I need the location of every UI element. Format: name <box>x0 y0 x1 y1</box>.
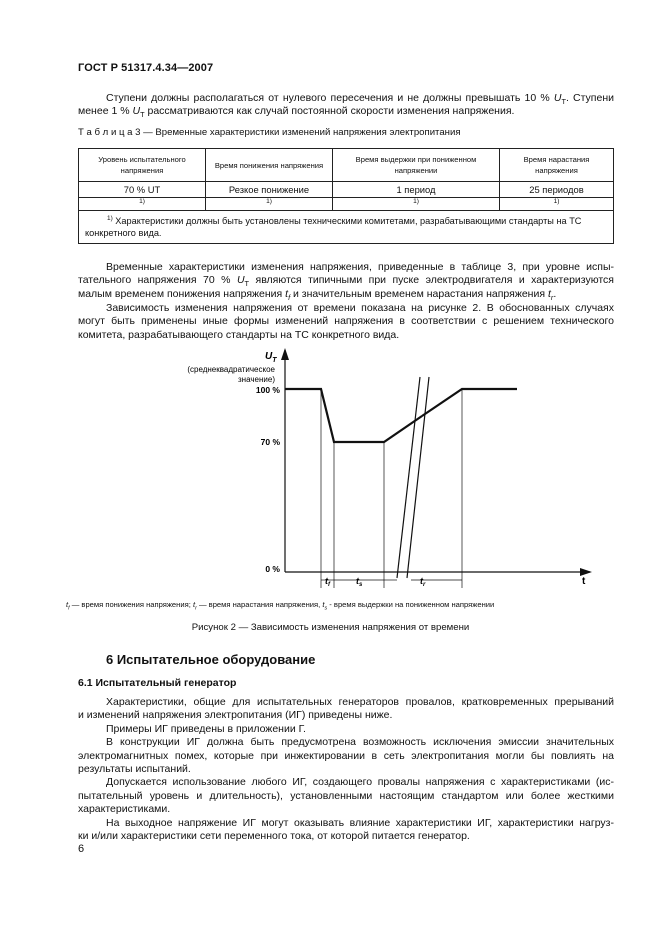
section-heading: 6 Испытательное оборудование <box>106 652 316 667</box>
p4-line-2: пытательный уровень и длительность), установленными настоящим стандартом или более жесткими <box>78 789 614 802</box>
paragraph-time-characteristics <box>78 261 614 301</box>
para1-line-3: малым временем понижения напряжения $t_f$ и значительным временем нарастания напряжения $t_r$. <box>78 287 557 302</box>
x-axis-arrow <box>580 568 592 576</box>
table-cell: 1) <box>79 198 206 211</box>
tick-label-0: 0 % <box>265 564 280 574</box>
table-row <box>79 182 614 198</box>
subsection-heading: 6.1 Испытательный генератор <box>78 677 237 689</box>
p4-line-3: характеристиками. <box>78 803 171 816</box>
table-cell: Резкое понижение <box>206 182 333 198</box>
p3-line-1: В конструкции ИГ должна быть предусмотрена возможность исключения эмиссии значительных <box>106 736 614 749</box>
y-axis-desc-1: (среднеквадратическое <box>187 365 275 374</box>
p5-line-2: ки и/или характеристики сети переменного тока, от которой питается генератор. <box>78 830 470 843</box>
y-axis-desc-2: значение) <box>238 375 275 384</box>
table-cell: 1) <box>333 198 500 211</box>
p2-line-1: Примеры ИГ приведены в приложении Г. <box>106 722 306 735</box>
tick-label-100: 100 % <box>255 385 280 395</box>
section6-body <box>78 696 614 843</box>
p1-line-1: Характеристики, общие для испытательных генераторов провалов, кратковременных прерываний <box>106 696 614 708</box>
table-cell: 70 % UT <box>79 182 206 198</box>
voltage-characteristics-table <box>78 148 614 244</box>
table-cell: 1 период <box>333 182 500 198</box>
p5-line-1: На выходное напряжение ИГ могут оказывать влияние характеристики ИГ, характеристики нагруз- <box>106 816 614 829</box>
table-cell: 1) <box>500 198 614 211</box>
intro-paragraph <box>78 92 614 119</box>
table-caption: Т а б л и ц а 3 — Временные характеристики изменений напряжения электропитания <box>78 127 461 138</box>
p4-line-1: Допускается использование любого ИГ, создающего провалы напряжения с характеристиками (ис- <box>106 776 614 789</box>
page-number: 6 <box>78 843 85 855</box>
intro-line-2: менее 1 % $U_T$ рассматриваются как случай постоянной скорости изменения напряжения. <box>78 105 515 120</box>
axis-break-line <box>397 377 420 578</box>
table-header-cell: Время понижения напряжения <box>206 149 333 182</box>
paragraph-figure-reference <box>78 302 614 342</box>
table-footnote: $^{1)}$ Характеристики должны быть установлены техническими комитетами, разрабатывающими стандарты на ТС конкретного вида. <box>79 211 614 244</box>
table-header-cell: Время выдержки при пониженном напряжении <box>333 149 500 182</box>
para2-line-1: Зависимость изменения напряжения от времени показана на рисунке 2. В обоснованных случаях <box>106 302 614 314</box>
table-header-cell: Уровень испытательного напряжения <box>79 149 206 182</box>
para1-line-1: Временные характеристики изменения напряжения, приведенные в таблице 3, при уровне испы- <box>106 261 614 273</box>
table-header-row <box>79 149 614 182</box>
table-header-cell: Время нарастания напряжения <box>500 149 614 182</box>
interval-tf-label: $t_f$ <box>325 576 330 588</box>
x-axis-label: t <box>582 576 586 587</box>
voltage-variation-figure <box>0 340 661 600</box>
p3-line-3: результаты испытаний. <box>78 763 191 776</box>
table-cell: 25 периодов <box>500 182 614 198</box>
p3-line-2: электромагнитных помех, которые при инжектировании в сеть электропитания могли бы повлиять на <box>78 749 614 762</box>
document-header: ГОСТ Р 51317.4.34—2007 <box>78 62 214 74</box>
voltage-curve-part-1 <box>285 389 422 442</box>
y-axis-arrow <box>281 348 289 360</box>
table-cell: 1) <box>206 198 333 211</box>
table-footnote-row <box>79 211 614 244</box>
tick-label-70: 70 % <box>260 437 280 447</box>
para2-line-3: комитета, разрабатывающего стандарты на ТС конкретного вида. <box>78 328 400 341</box>
figure-legend: $t_f$ — время понижения напряжения; $t_r$ — время нарастания напряжения, $t_s$ - время выдержки на пониженном напряжении <box>66 600 495 612</box>
axis-break-line <box>407 377 429 578</box>
table-footnote-mark-row <box>79 198 614 211</box>
figure-caption: Рисунок 2 — Зависимость изменения напряжения от времени <box>191 622 470 633</box>
interval-ts-label: $t_s$ <box>356 576 363 588</box>
para2-line-2: могут быть применены иные формы изменений напряжения в соответствии с решением технического <box>78 315 614 328</box>
voltage-curve-part-2 <box>422 389 517 416</box>
intro-line-1: Ступени должны располагаться от нулевого пересечения и не должны превышать 10 % $U_T$. Ступени <box>106 92 614 107</box>
y-axis-symbol: $U_T$ <box>265 351 277 364</box>
p1-line-2: и изменений напряжения электропитания (ИГ) приведены ниже. <box>78 709 393 722</box>
interval-tr-label: $t_r$ <box>420 576 426 588</box>
para1-line-2: тательного напряжения 70 % $U_T$ являются типичными при пуске электродвигателя и характеризуются <box>78 274 614 289</box>
